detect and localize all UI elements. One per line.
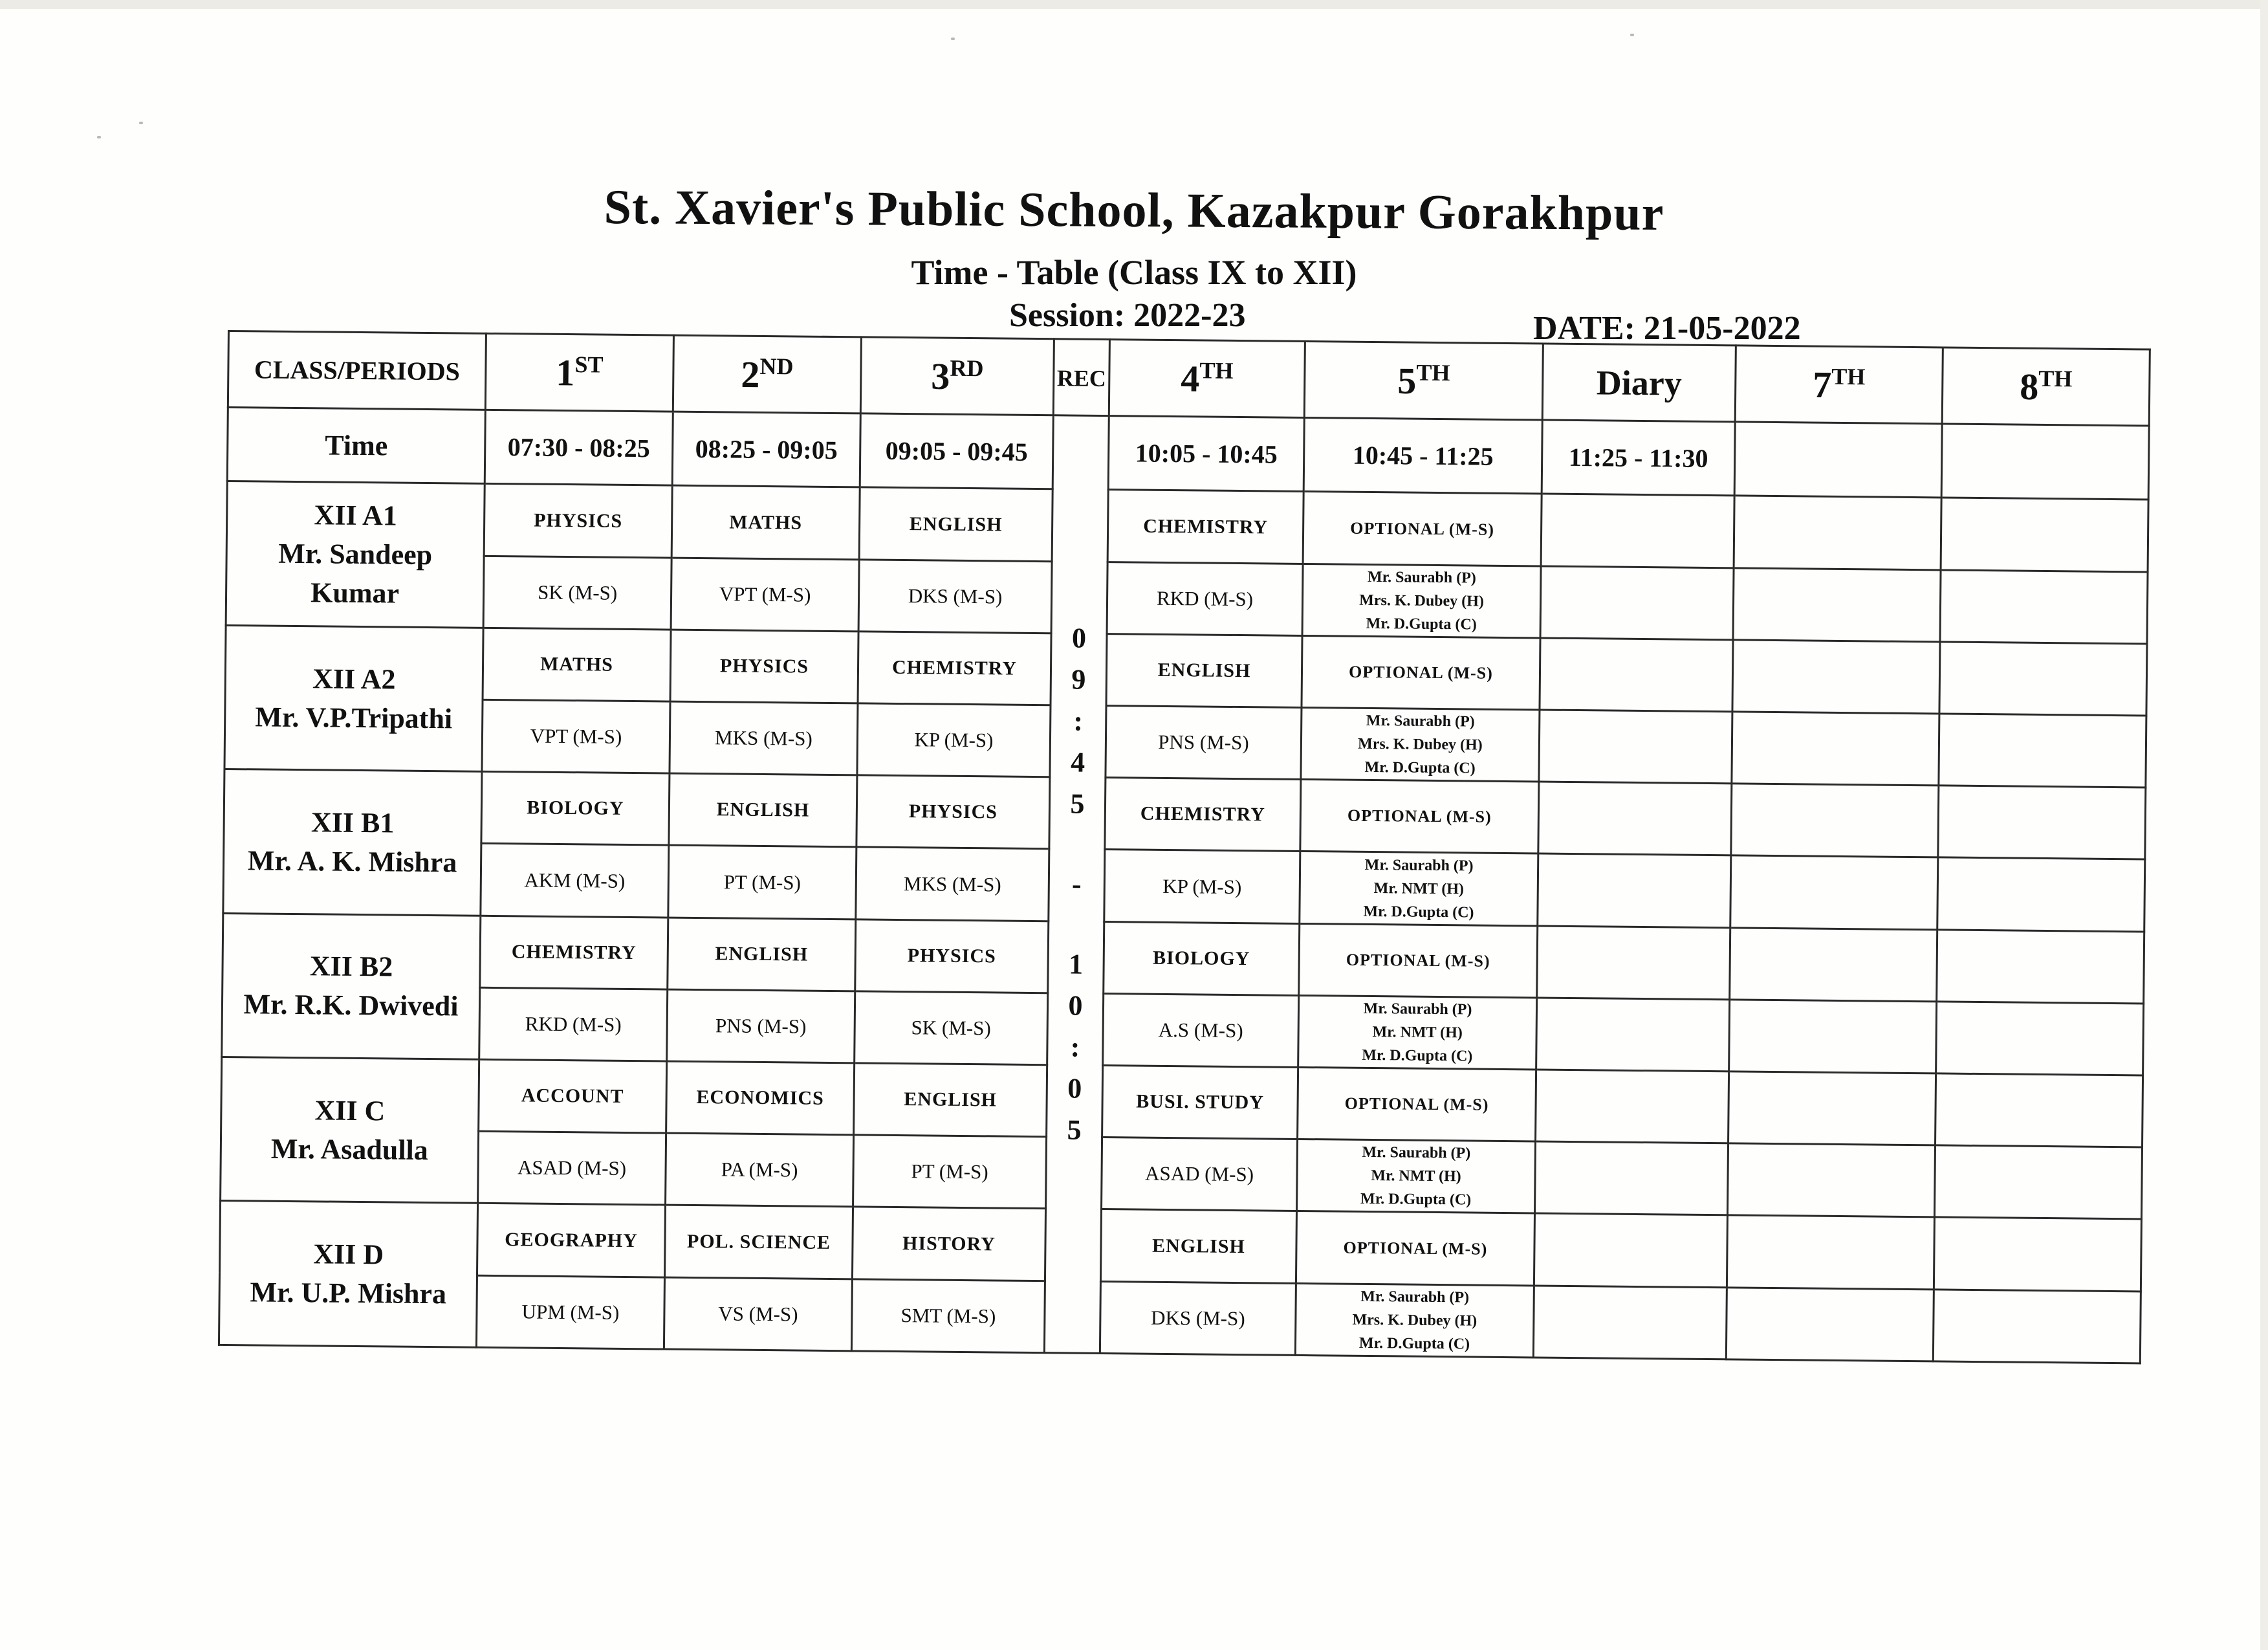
subject-cell: ENGLISH [859,487,1052,561]
teacher-cell: KP (M-S) [857,703,1051,777]
teacher-cell: PT (M-S) [853,1135,1047,1209]
class-teacher: Mr. A. K. Mishra [247,844,457,879]
class-cell [219,1201,477,1347]
date-label: DATE: 21-05-2022 [1533,310,1801,347]
subject-cell: ENGLISH [854,1063,1047,1137]
teacher-cell: VPT (M-S) [671,558,859,632]
empty-cell [1538,782,1732,855]
teacher-cell: PNS (M-S) [667,989,855,1063]
scan-speck [139,122,143,124]
class-teacher: Mr. V.P.Tripathi [255,700,453,734]
empty-cell [1536,1070,1729,1143]
timetable-subtitle: Time - Table (Class IX to XII) [911,253,1357,292]
subject-cell: CHEMISTRY [1107,490,1303,564]
recess-time-char: : [1073,705,1084,737]
class-cell [221,1057,479,1204]
optional-subject-cell: OPTIONAL (M-S) [1296,1211,1534,1286]
timetable-grid [218,330,2149,1364]
empty-cell [1938,786,2146,859]
corner-header: CLASS/PERIODS [228,331,486,410]
empty-cell [1733,567,1941,641]
optional-subject-cell: OPTIONAL (M-S) [1298,1067,1536,1141]
teacher-cell: AKM (M-S) [481,844,669,918]
optional-teacher: Mr. D.Gupta (C) [1362,1046,1473,1065]
subject-cell: PHYSICS [484,484,672,558]
empty-cell [1936,1002,2144,1075]
diary-time: 11:25 - 11:30 [1542,420,1735,496]
optional-teacher: Mr. Saurabh (P) [1362,1144,1471,1162]
optional-teacher: Mr. D.Gupta (C) [1363,903,1474,921]
subject-cell: PHYSICS [670,630,858,703]
empty-cell [1540,566,1734,640]
recess-time-char: - [1071,868,1082,900]
subject-cell: HISTORY [852,1207,1045,1281]
optional-teachers-cell [1298,995,1537,1070]
empty-cell [1730,927,1937,1001]
teacher-cell: PNS (M-S) [1106,706,1302,780]
class-teacher: Mr. U.P. Mishra [250,1276,447,1310]
recess-time-char: 4 [1070,746,1085,778]
optional-teachers-cell [1300,852,1538,926]
empty-cell [1939,642,2147,716]
diary-header: Diary [1542,344,1736,422]
recess-time-char: 0 [1071,622,1087,654]
empty-cell [1533,1286,1727,1359]
teacher-cell: DKS (M-S) [1100,1281,1296,1355]
subject-cell: ENGLISH [1106,633,1302,707]
empty-cell [1539,710,1732,784]
empty-cell [1534,1213,1727,1287]
empty-cell [1941,498,2148,571]
optional-teacher: Mrs. K. Dubey (H) [1357,735,1483,754]
subject-cell: CHEMISTRY [1105,778,1301,852]
optional-subject-cell: OPTIONAL (M-S) [1303,492,1542,566]
scan-speck [951,38,955,40]
empty-cell [1732,640,1940,714]
scan-speck [1630,34,1634,36]
subject-cell: ENGLISH [668,918,856,991]
recess-header: REC [1053,339,1109,416]
class-name: XII B2 [309,950,393,983]
recess-time-char: 0 [1068,989,1083,1022]
empty-cell [1937,857,2145,931]
teacher-cell: SMT (M-S) [851,1279,1045,1352]
empty-cell [1734,496,1941,569]
optional-teacher: Mr. D.Gupta (C) [1366,615,1477,633]
class-cell [223,769,482,916]
class-cell [222,913,481,1059]
optional-teachers-cell [1295,1283,1534,1358]
recess-time-char: : [1070,1031,1080,1063]
empty-cell [1727,1143,1935,1217]
teacher-cell: ASAD (M-S) [1102,1138,1298,1211]
teacher-cell: PT (M-S) [668,846,856,919]
optional-teacher: Mr. Saurabh (P) [1363,1000,1472,1018]
recess-time-char: 1 [1068,948,1084,980]
empty-cell [1934,1145,2142,1219]
empty-cell [1727,1215,1934,1289]
teacher-cell: RKD (M-S) [1107,562,1303,635]
optional-teacher: Mr. Saurabh (P) [1364,856,1474,875]
teacher-cell: A.S (M-S) [1103,993,1299,1067]
class-name: XII A1 [314,499,398,532]
empty-cell [1729,1000,1937,1073]
scan-top-edge [0,0,2268,9]
empty-cell [1540,638,1733,712]
subject-cell: ECONOMICS [666,1061,855,1135]
empty-cell [1534,1141,1728,1215]
optional-subject-cell: OPTIONAL (M-S) [1300,780,1539,854]
subject-cell: POL. SCIENCE [664,1205,853,1279]
subject-cell: BIOLOGY [481,772,670,846]
scan-right-edge [2260,0,2268,1650]
period-7-time [1734,422,1942,498]
empty-cell [1537,926,1730,1000]
period-8-time [1941,424,2149,500]
optional-teachers-cell [1302,564,1541,638]
empty-cell [1731,784,1939,857]
optional-teacher: Mr. Saurabh (P) [1360,1288,1470,1306]
subject-cell: ENGLISH [669,773,857,847]
period-7-header: 7TH [1735,346,1943,424]
class-teacher: Mr. Sandeep [278,537,433,571]
empty-cell [1732,712,1939,786]
optional-teacher: Mr. D.Gupta (C) [1360,1191,1472,1209]
empty-cell [1935,1073,2143,1147]
teacher-cell: SK (M-S) [483,556,671,630]
empty-cell [1939,714,2146,787]
class-name: XII C [314,1094,386,1127]
period-4-time: 10:05 - 10:45 [1108,416,1304,492]
empty-cell [1541,494,1734,567]
subject-cell: CHEMISTRY [858,632,1051,705]
session-label: Session: 2022-23 [1009,297,1246,334]
optional-teacher: Mr. NMT (H) [1373,879,1465,897]
class-teacher: Mr. R.K. Dwivedi [243,988,459,1022]
empty-cell [1730,855,1938,929]
teacher-cell: KP (M-S) [1104,850,1300,923]
recess-time-char: 0 [1067,1072,1082,1105]
period-2-header: 2ND [673,335,861,413]
recess-time-char: 9 [1071,663,1086,696]
recess-time [1047,617,1106,1151]
period-2-time: 08:25 - 09:05 [672,412,860,487]
class-name: XII B1 [311,806,395,839]
period-1-time: 07:30 - 08:25 [485,410,673,486]
subject-cell: CHEMISTRY [480,916,668,989]
scan-speck [97,136,101,138]
optional-teachers-cell [1297,1139,1536,1214]
optional-teacher: Mr. NMT (H) [1372,1023,1463,1042]
time-label: Time [227,408,485,484]
recess-time-char: 5 [1067,1114,1082,1146]
period-8-header: 8TH [1942,347,2150,426]
empty-cell [1934,1217,2141,1291]
teacher-cell: ASAD (M-S) [478,1132,666,1205]
subject-cell: PHYSICS [856,775,1050,849]
class-cell [226,481,485,628]
teacher-cell: PA (M-S) [666,1133,854,1207]
teacher-cell: UPM (M-S) [476,1275,664,1349]
subject-cell: ACCOUNT [479,1059,667,1133]
empty-cell [1940,570,2148,644]
optional-teachers-cell [1301,707,1540,782]
timetable [218,330,2151,1364]
optional-teacher: Mrs. K. Dubey (H) [1352,1311,1477,1330]
subject-cell: MATHS [671,486,860,560]
teacher-cell: SK (M-S) [855,991,1048,1065]
subject-cell: PHYSICS [855,919,1049,993]
teacher-cell: RKD (M-S) [479,987,668,1061]
optional-teacher: Mrs. K. Dubey (H) [1359,591,1485,610]
empty-cell [1726,1287,1934,1361]
subject-cell: ENGLISH [1100,1209,1296,1283]
period-3-header: 3RD [860,337,1054,415]
period-1-header: 1ST [485,333,673,412]
subject-cell: BUSI. STUDY [1102,1066,1298,1139]
optional-teacher: Mr. NMT (H) [1371,1167,1461,1185]
recess-column [1044,415,1109,1354]
class-teacher-continued: Kumar [310,577,400,610]
school-title: St. Xavier's Public School, Kazakpur Gorakhpur [604,179,1664,241]
teacher-cell: MKS (M-S) [856,847,1049,921]
teacher-cell: DKS (M-S) [858,560,1052,633]
optional-teacher: Mr. Saurabh (P) [1366,712,1475,731]
class-name: XII A2 [312,662,396,696]
period-5-time: 10:45 - 11:25 [1303,418,1542,494]
class-name: XII D [313,1238,384,1271]
empty-cell [1937,930,2144,1004]
optional-subject-cell: OPTIONAL (M-S) [1302,635,1540,710]
empty-cell [1536,998,1730,1072]
teacher-cell: VPT (M-S) [482,699,670,773]
subject-cell: BIOLOGY [1104,921,1300,995]
subject-cell: GEOGRAPHY [477,1204,665,1277]
period-3-time: 09:05 - 09:45 [860,413,1053,489]
period-5-header: 5TH [1304,341,1543,420]
period-4-header: 4TH [1109,340,1305,418]
empty-cell [1933,1290,2141,1363]
optional-teacher: Mr. Saurabh (P) [1367,568,1476,587]
optional-teacher: Mr. D.Gupta (C) [1358,1334,1470,1353]
subject-cell: MATHS [483,628,671,701]
class-cell [224,625,483,771]
optional-subject-cell: OPTIONAL (M-S) [1299,923,1538,998]
optional-teacher: Mr. D.Gupta (C) [1364,759,1476,777]
class-teacher: Mr. Asadulla [270,1132,429,1166]
teacher-cell: VS (M-S) [664,1277,852,1351]
recess-time-char: 5 [1070,787,1085,820]
teacher-cell: MKS (M-S) [670,701,858,775]
empty-cell [1538,853,1731,927]
empty-cell [1728,1072,1936,1145]
